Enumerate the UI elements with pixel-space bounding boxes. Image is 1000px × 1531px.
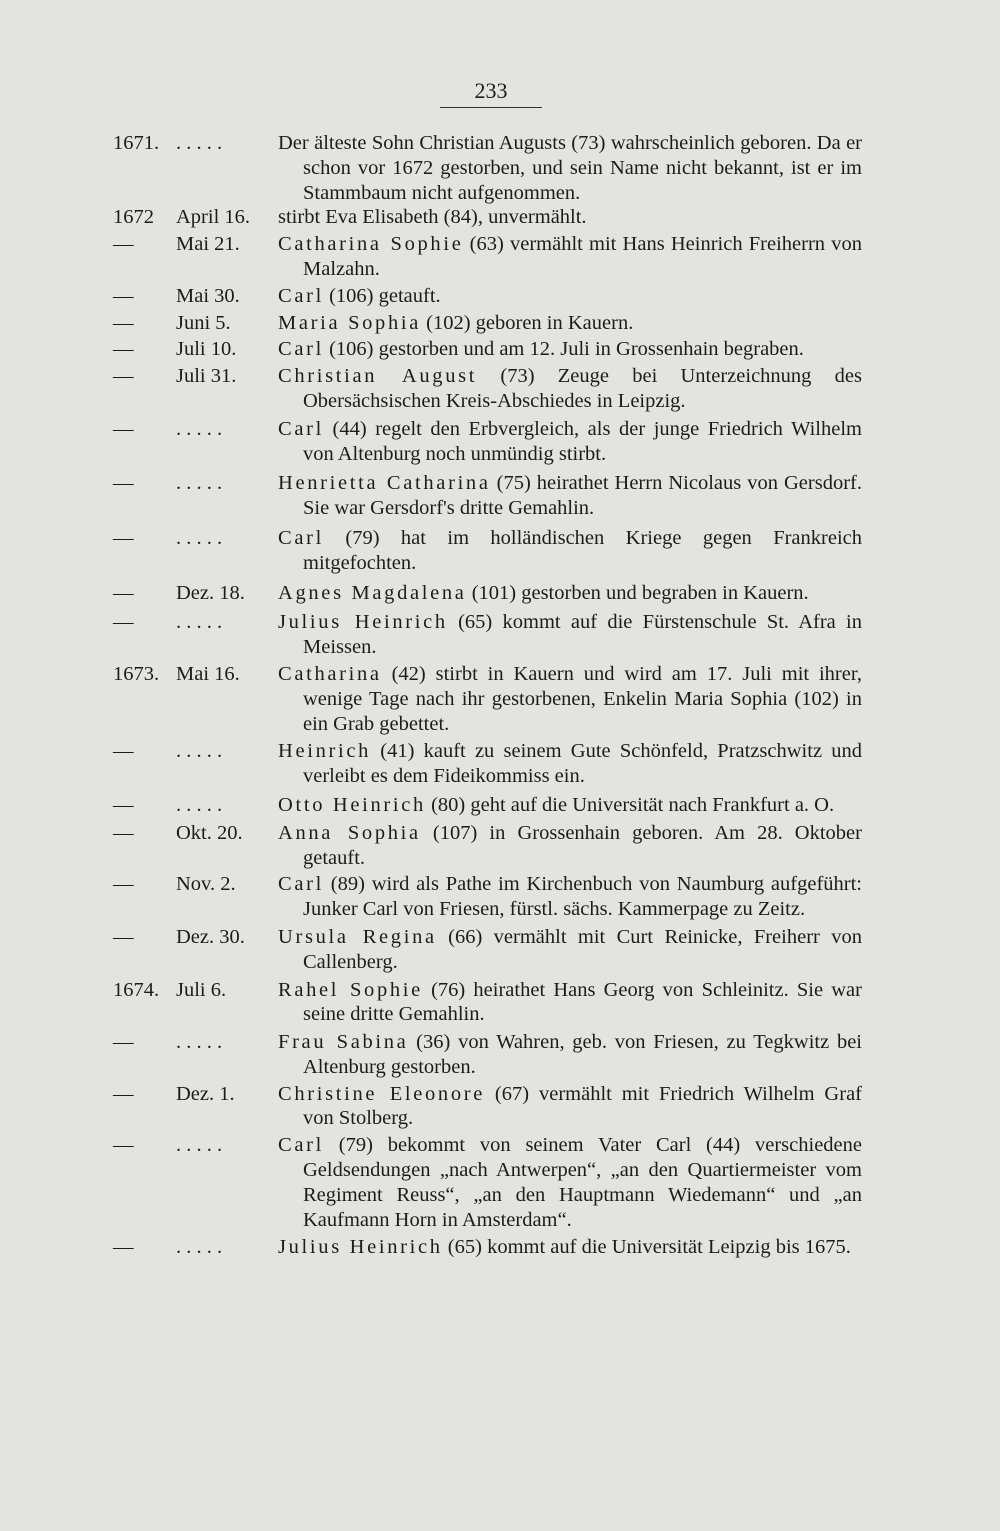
entry-year: — xyxy=(113,925,134,948)
entry-text xyxy=(278,284,862,309)
entry-text xyxy=(278,925,862,975)
entry-description: (41) kauft zu seinem Gute Schönfeld, Pratzschwitz und verleibt es dem Fideikommiss ein. xyxy=(303,740,862,788)
entry-description: stirbt Eva Elisabeth (84), unvermählt. xyxy=(278,206,587,229)
entry-date: . . . . . xyxy=(176,526,223,549)
entry-description: (101) gestorben und begraben in Kauern. xyxy=(466,581,809,604)
page-number: 233 xyxy=(440,78,542,108)
entry-text xyxy=(278,205,862,230)
entry-description: Der älteste Sohn Christian Augusts (73) wahrscheinlich geboren. Da er schon vor 1672 gestorben, und sein Name nicht bekannt, ist er im Stammbaum nicht aufgenommen. xyxy=(278,132,862,204)
entry-text xyxy=(278,1030,862,1080)
entry-year: 1674. xyxy=(113,978,160,1001)
entry-description: (44) regelt den Erbvergleich, als der junge Friedrich Wilhelm von Altenburg noch unmündig stirbt. xyxy=(303,417,862,465)
entry-year: — xyxy=(113,581,134,604)
entry-date: . . . . . xyxy=(176,1031,223,1054)
chronicle-entry xyxy=(0,978,1000,1028)
entry-text xyxy=(278,526,862,576)
entry-year: 1671. xyxy=(113,132,160,154)
entry-year: — xyxy=(113,526,134,549)
chronicle-entry xyxy=(0,662,1000,736)
entry-person-name: Julius Heinrich xyxy=(278,1236,443,1259)
entry-text xyxy=(278,821,862,871)
entry-text xyxy=(278,232,862,282)
entry-date: . . . . . xyxy=(176,132,223,154)
entry-person-name: Maria Sophia xyxy=(278,311,421,334)
entry-text xyxy=(278,872,862,922)
entry-person-name: Catharina xyxy=(278,662,382,685)
entry-date: Mai 30. xyxy=(176,284,240,307)
entry-year: — xyxy=(113,284,134,307)
chronicle-entry xyxy=(0,793,1000,818)
entry-year: — xyxy=(113,1236,134,1259)
chronicle-entry xyxy=(0,1235,1000,1260)
entry-person-name: Carl xyxy=(278,873,324,896)
entry-description: (66) vermählt mit Curt Reinicke, Freiherr von Callenberg. xyxy=(303,925,862,973)
entry-date: Dez. 18. xyxy=(176,581,245,604)
chronicle-entry xyxy=(0,739,1000,789)
entry-text xyxy=(278,1133,862,1232)
entry-year: — xyxy=(113,311,134,334)
entry-text xyxy=(278,1235,862,1260)
entry-date: April 16. xyxy=(176,206,251,229)
entry-person-name: Anna Sophia xyxy=(278,821,421,844)
entry-year: — xyxy=(113,365,134,388)
entry-person-name: Christian August xyxy=(278,365,478,388)
chronicle-entry xyxy=(0,311,1000,336)
entry-text xyxy=(278,311,862,336)
chronicle-entry xyxy=(0,610,1000,660)
entry-year: — xyxy=(113,233,134,256)
entry-description: (79) bekommt von seinem Vater Carl (44) verschiedene Geldsendungen „nach Antwerpen“, „an den Quartiermeister vom Regiment Reuss“, „an den Hauptmann Wiedemann“ und „an Kaufmann Horn in Amsterdam“. xyxy=(303,1134,862,1231)
chronicle-entry xyxy=(0,1082,1000,1132)
entry-description: (79) hat im holländischen Kriege gegen Frankreich mitgefochten. xyxy=(303,526,862,574)
chronicle-entry xyxy=(0,925,1000,975)
chronicle-entry xyxy=(0,205,1000,230)
entry-person-name: Rahel Sophie xyxy=(278,978,423,1001)
chronicle-entry xyxy=(0,872,1000,922)
entry-description: (80) geht auf die Universität nach Frankfurt a. O. xyxy=(425,793,835,816)
entry-year: — xyxy=(113,611,134,634)
entry-text xyxy=(278,662,862,736)
entry-year: — xyxy=(113,821,134,844)
entry-date: Juli 6. xyxy=(176,978,227,1001)
entry-description: (106) gestorben und am 12. Juli in Grossenhain begraben. xyxy=(323,338,804,361)
entry-text xyxy=(278,739,862,789)
chronicle-entries xyxy=(0,131,1000,1260)
entry-description: (36) von Wahren, geb. von Friesen, zu Tegkwitz bei Altenburg gestorben. xyxy=(303,1031,862,1078)
entry-year: — xyxy=(113,1082,134,1105)
entry-person-name: Henrietta Catharina xyxy=(278,472,491,495)
entry-year: — xyxy=(113,338,134,361)
entry-date: . . . . . xyxy=(176,1134,223,1157)
entry-date: . . . . . xyxy=(176,417,223,440)
entry-year: — xyxy=(113,740,134,763)
chronicle-entry xyxy=(0,1133,1000,1232)
chronicle-entry xyxy=(0,364,1000,414)
chronicle-entry xyxy=(0,471,1000,521)
entry-description: (65) kommt auf die Universität Leipzig bis 1675. xyxy=(442,1236,851,1259)
entry-text xyxy=(278,793,862,818)
entry-year: 1673. xyxy=(113,662,160,685)
entry-person-name: Otto Heinrich xyxy=(278,793,426,816)
entry-text xyxy=(278,978,862,1028)
entry-date: . . . . . xyxy=(176,1236,223,1259)
chronicle-entry xyxy=(0,417,1000,467)
entry-date: . . . . . xyxy=(176,740,223,763)
chronicle-entry xyxy=(0,337,1000,362)
entry-text xyxy=(278,131,862,205)
entry-description: (65) kommt auf die Fürstenschule St. Afra in Meissen. xyxy=(303,611,862,659)
entry-text xyxy=(278,364,862,414)
entry-date: Mai 16. xyxy=(176,662,240,685)
entry-person-name: Ursula Regina xyxy=(278,925,437,948)
entry-description: (75) heirathet Herrn Nicolaus von Gersdorf. Sie war Gersdorf's dritte Gemahlin. xyxy=(303,472,862,520)
entry-text xyxy=(278,581,862,606)
entry-year: 1672 xyxy=(113,206,154,229)
entry-date: . . . . . xyxy=(176,472,223,495)
entry-person-name: Julius Heinrich xyxy=(278,611,448,634)
entry-person-name: Carl xyxy=(278,417,324,440)
entry-description: (42) stirbt in Kauern und wird am 17. Juli mit ihrer, wenige Tage nach ihr gestorbenen, Enkelin Maria Sophia (102) in ein Grab gebettet. xyxy=(303,662,862,735)
chronicle-entry xyxy=(0,1030,1000,1080)
entry-date: Dez. 30. xyxy=(176,925,245,948)
entry-person-name: Carl xyxy=(278,284,324,307)
entry-person-name: Frau Sabina xyxy=(278,1031,409,1054)
entry-date: Nov. 2. xyxy=(176,873,236,896)
entry-person-name: Carl xyxy=(278,1134,324,1157)
entry-date: Juni 5. xyxy=(176,311,231,334)
entry-text xyxy=(278,337,862,362)
entry-person-name: Heinrich xyxy=(278,740,372,763)
entry-date: Okt. 20. xyxy=(176,821,243,844)
entry-date: Juli 31. xyxy=(176,365,237,388)
entry-description: (102) geboren in Kauern. xyxy=(421,311,634,334)
chronicle-entry xyxy=(0,284,1000,309)
entry-person-name: Carl xyxy=(278,526,324,549)
chronicle-entry xyxy=(0,821,1000,871)
entry-description: (73) Zeuge bei Unterzeichnung des Obersächsischen Kreis-Abschiedes in Leipzig. xyxy=(303,365,862,412)
entry-year: — xyxy=(113,1031,134,1054)
entry-text xyxy=(278,417,862,467)
entry-year: — xyxy=(113,1134,134,1157)
entry-date: Dez. 1. xyxy=(176,1082,235,1105)
entry-text xyxy=(278,1082,862,1132)
entry-date: . . . . . xyxy=(176,611,223,634)
chronicle-entry xyxy=(0,131,1000,205)
entry-description: (107) in Grossenhain geboren. Am 28. Oktober getauft. xyxy=(303,821,862,869)
entry-text xyxy=(278,471,862,521)
entry-description: (63) vermählt mit Hans Heinrich Freiherrn von Malzahn. xyxy=(303,233,862,280)
entry-description: (89) wird als Pathe im Kirchenbuch von Naumburg aufgeführt: Junker Carl von Friesen, fürstl. sächs. Kammerpage zu Zeitz. xyxy=(303,873,862,921)
entry-date: Mai 21. xyxy=(176,233,240,256)
chronicle-entry xyxy=(0,526,1000,576)
entry-description: (76) heirathet Hans Georg von Schleinitz. Sie war seine dritte Gemahlin. xyxy=(303,978,862,1026)
entry-year: — xyxy=(113,873,134,896)
entry-year: — xyxy=(113,793,134,816)
entry-date: Juli 10. xyxy=(176,338,237,361)
entry-person-name: Catharina Sophie xyxy=(278,233,464,256)
entry-text xyxy=(278,610,862,660)
entry-person-name: Christine Eleonore xyxy=(278,1082,486,1105)
chronicle-entry xyxy=(0,581,1000,606)
entry-person-name: Carl xyxy=(278,338,324,361)
entry-year: — xyxy=(113,417,134,440)
entry-description: (106) getauft. xyxy=(323,284,441,307)
chronicle-entry xyxy=(0,232,1000,282)
entry-description: (67) vermählt mit Friedrich Wilhelm Graf von Stolberg. xyxy=(303,1082,862,1130)
entry-date: . . . . . xyxy=(176,793,223,816)
entry-year: — xyxy=(113,472,134,495)
entry-person-name: Agnes Magdalena xyxy=(278,581,467,604)
